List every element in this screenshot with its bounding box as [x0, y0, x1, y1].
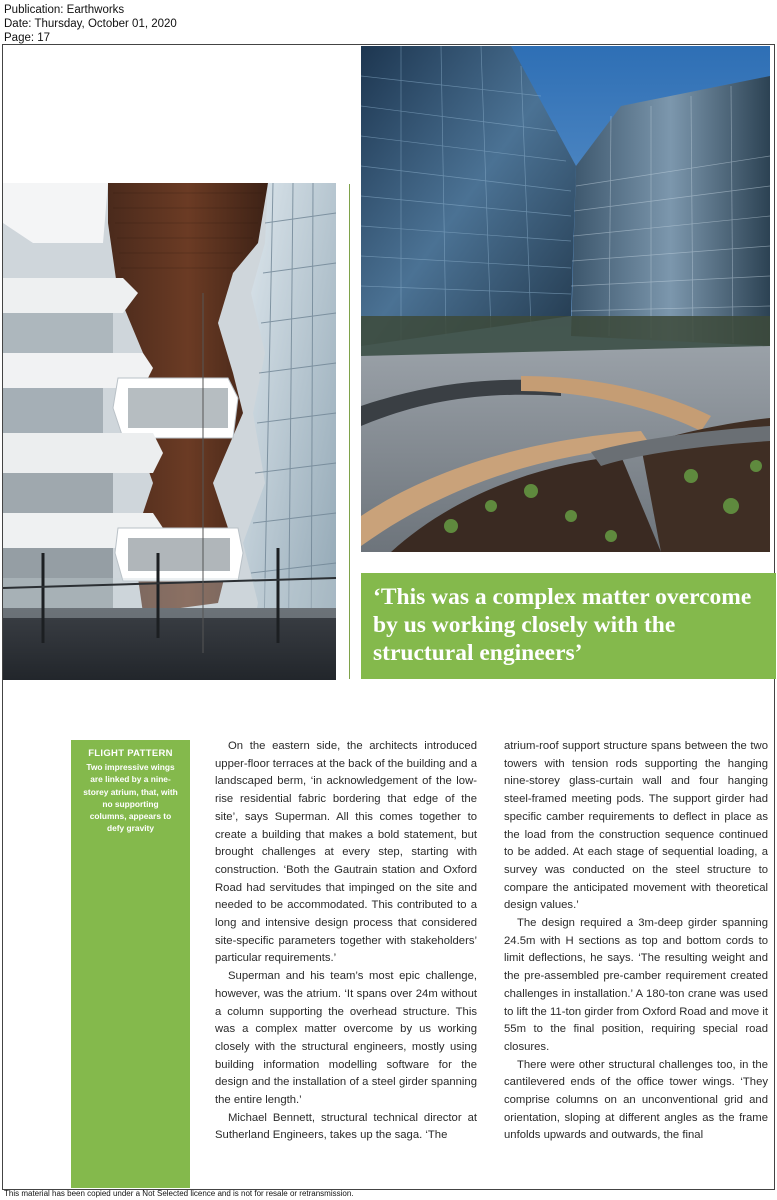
column-divider [349, 184, 350, 679]
caption-text: Two impressive wings are linked by a nine-storey atrium, that, with no supporting columns, appears to defy gravity [83, 762, 178, 834]
publication-page: Page: 17 [4, 32, 51, 44]
article-paragraph: The design required a 3m-deep girder spanning 24.5m with H sections as top and bottom cords to limit deflections, he says. ‘The resulting weight and the pre-assembled pre-camber requirement created challenges in installation.’ A 180-ton crane was used to lift the 11-ton girder from Oxford Road and move it 55m to the final position, requiring special road closures. [504, 917, 768, 1053]
article-paragraph: Michael Bennett, structural technical director at Sutherland Engineers, takes up the saga. ‘The [215, 1111, 477, 1142]
caption-sidebar [71, 740, 190, 1188]
licence-notice: This material has been copied under a Not Selected licence and is not for resale or retransmission. [4, 1189, 354, 1198]
article-paragraph: Superman and his team’s most epic challenge, however, was the atrium. ‘It spans over 24m without a column supporting the overhead structure. This was a complex matter overcome by us working closely with the structural engineers, mostly using building information modelling software for the design and the installation of a steel girder spanning the entire length.’ [215, 970, 477, 1107]
article-paragraph: There were other structural challenges too, in the cantilevered ends of the office tower wings. ‘They comprise columns on an unconventional grid and orientation, sloping at different angles as the frame unfolds upwards and outwards, the final [504, 1058, 768, 1142]
article-paragraph: On the eastern side, the architects introduced upper-floor terraces at the back of the building and a landscaped berm, ‘in acknowledgement of the low-rise residential fabric bordering that edge of the site’, says Superman. All this comes together to create a building that makes a bold statement, but brought challenges at every step, starting with construction. ‘Both the Gautrain station and Oxford Road had servitudes that impinged on the site and needed to be accommodated. This contributed to a long and intensive design process that considered site-specific parameters together with stakeholders’ particular requirements.’ [215, 740, 477, 965]
atrium-photo [3, 183, 336, 680]
article-column-2 [504, 738, 768, 1145]
pull-quote-box [361, 573, 776, 679]
publication-date: Date: Thursday, October 01, 2020 [4, 18, 177, 30]
publication-info [4, 3, 177, 45]
article-column-1 [215, 738, 477, 1145]
caption-title: FLIGHT PATTERN [88, 748, 173, 759]
article-paragraph: atrium-roof support structure spans between the two towers with tension rods supporting the hanging nine-storey glass-curtain wall and four hanging steel-framed meeting pods. The support girder had specific camber requirements to deflect in place as the load from the construction sequence continued to be added. At each stage of sequential loading, a survey was conducted on the steel structure to compare the anticipated movement with theoretical design values.’ [504, 740, 768, 912]
pull-quote: ‘This was a complex matter overcome by us working closely with the structural engineers’ [373, 584, 752, 666]
publication-name: Publication: Earthworks [4, 4, 125, 16]
exterior-photo [361, 46, 770, 552]
